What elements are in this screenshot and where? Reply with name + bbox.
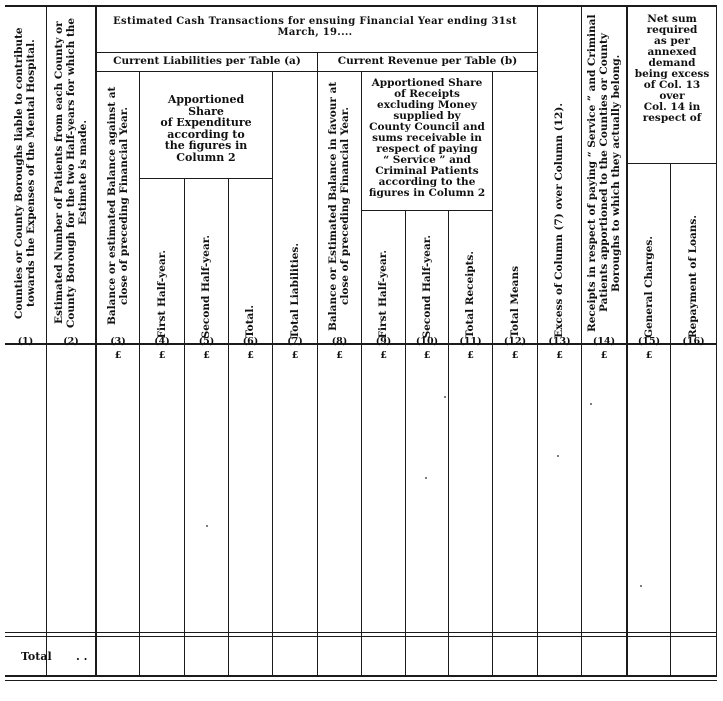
main-title: Estimated Cash Transactions for ensuing Financial Year ending 31st March, 19.... <box>113 16 517 38</box>
column-unit: £ <box>247 350 254 361</box>
column-header-7 <box>273 74 317 338</box>
column-header-10 <box>406 212 448 338</box>
column-unit: £ <box>291 350 299 361</box>
column-number: (11) <box>459 336 482 347</box>
column-header-label: Total Receipts. <box>464 250 477 338</box>
column-unit: £ <box>114 350 122 361</box>
column-header-16 <box>671 165 716 338</box>
column-header-label: Second Half-year. <box>200 234 213 338</box>
column-unit: £ <box>467 350 474 361</box>
column-number: (14) <box>592 336 616 347</box>
column-number: (8) <box>331 336 348 347</box>
column-number: (13) <box>548 336 571 347</box>
column-number: (12) <box>503 336 527 347</box>
column-unit: £ <box>645 350 653 361</box>
column-unit: £ <box>423 350 431 361</box>
column-header-label: Second Half-year. <box>420 234 433 338</box>
column-header-1 <box>5 8 46 338</box>
column-header-label: Counties or County Boroughs liable to contribute towards the Expenses of the Mental Hospital. <box>13 27 38 319</box>
column-number: (5) <box>198 336 215 347</box>
column-header-label: General Charges. <box>642 236 655 338</box>
net-sum-header: Net sum required as per annexed demand being excess of Col. 13 over Col. 14 in respect of <box>634 13 710 125</box>
column-header-14 <box>582 8 626 338</box>
column-unit: £ <box>158 350 166 361</box>
column-header-9 <box>362 212 405 338</box>
column-header-11 <box>449 212 492 338</box>
column-header-label: Receipts in respect of paying “ Service ” and Criminal Patients apportioned to the Counties or County Boroughs to which they actually belong. <box>585 14 623 332</box>
column-header-label: Estimated Number of Patients from each County or County Borough for the two Half-years for which the Estimate is made. <box>52 17 90 329</box>
column-header-2 <box>47 8 95 338</box>
column-number: (9) <box>375 336 392 347</box>
column-number: (10) <box>415 336 439 347</box>
column-unit: £ <box>380 350 387 361</box>
column-header-label: Balance or Estimated Balance in favour at close of preceding Financial Year. <box>327 81 352 331</box>
column-header-13 <box>538 8 581 338</box>
column-number: (2) <box>63 336 79 347</box>
column-header-12 <box>493 74 537 338</box>
column-header-8 <box>318 74 361 338</box>
column-unit: £ <box>600 350 608 361</box>
apportioned-receipts: Apportioned Share of Receipts excluding Money supplied by County Council and sums receivable in respect of paying “ Service ” and Criminal Patients according to the figures in Column 2 <box>368 77 486 200</box>
column-number: (3) <box>110 336 126 347</box>
liabilities-title: Current Liabilities per Table (a) <box>113 55 301 67</box>
column-header-label: First Half-year. <box>155 249 168 338</box>
column-number: (15) <box>637 336 661 347</box>
column-number: (7) <box>287 336 303 347</box>
column-header-6 <box>229 180 272 338</box>
column-header-label: Repayment of Loans. <box>687 214 700 338</box>
total-dots: . . <box>76 650 88 663</box>
total-label: Total <box>21 650 52 663</box>
column-unit: £ <box>336 350 343 361</box>
column-header-5 <box>185 180 228 338</box>
column-unit: £ <box>511 350 519 361</box>
column-number: (1) <box>17 336 34 347</box>
revenue-title: Current Revenue per Table (b) <box>337 55 518 67</box>
column-header-15 <box>628 165 670 338</box>
column-number: (16) <box>682 336 705 347</box>
column-number: (4) <box>154 336 170 347</box>
column-unit: £ <box>203 350 210 361</box>
column-header-label: Balance or estimated Balance against at close of preceding Financial Year. <box>105 86 130 326</box>
column-header-label: Total Means <box>508 266 521 338</box>
column-header-label: First Half-year. <box>377 249 390 338</box>
column-header-4 <box>140 180 184 338</box>
column-header-label: Total. <box>244 305 257 338</box>
column-number: (6) <box>242 336 259 347</box>
column-header-label: Total Liabilities. <box>288 242 301 338</box>
column-header-3 <box>97 74 139 338</box>
apportioned-expenditure: Apportioned Share of Expenditure according to the figures in Column 2 <box>160 93 252 164</box>
column-unit: £ <box>556 350 563 361</box>
column-header-label: Excess of Column (7) over Column (12). <box>553 103 566 338</box>
